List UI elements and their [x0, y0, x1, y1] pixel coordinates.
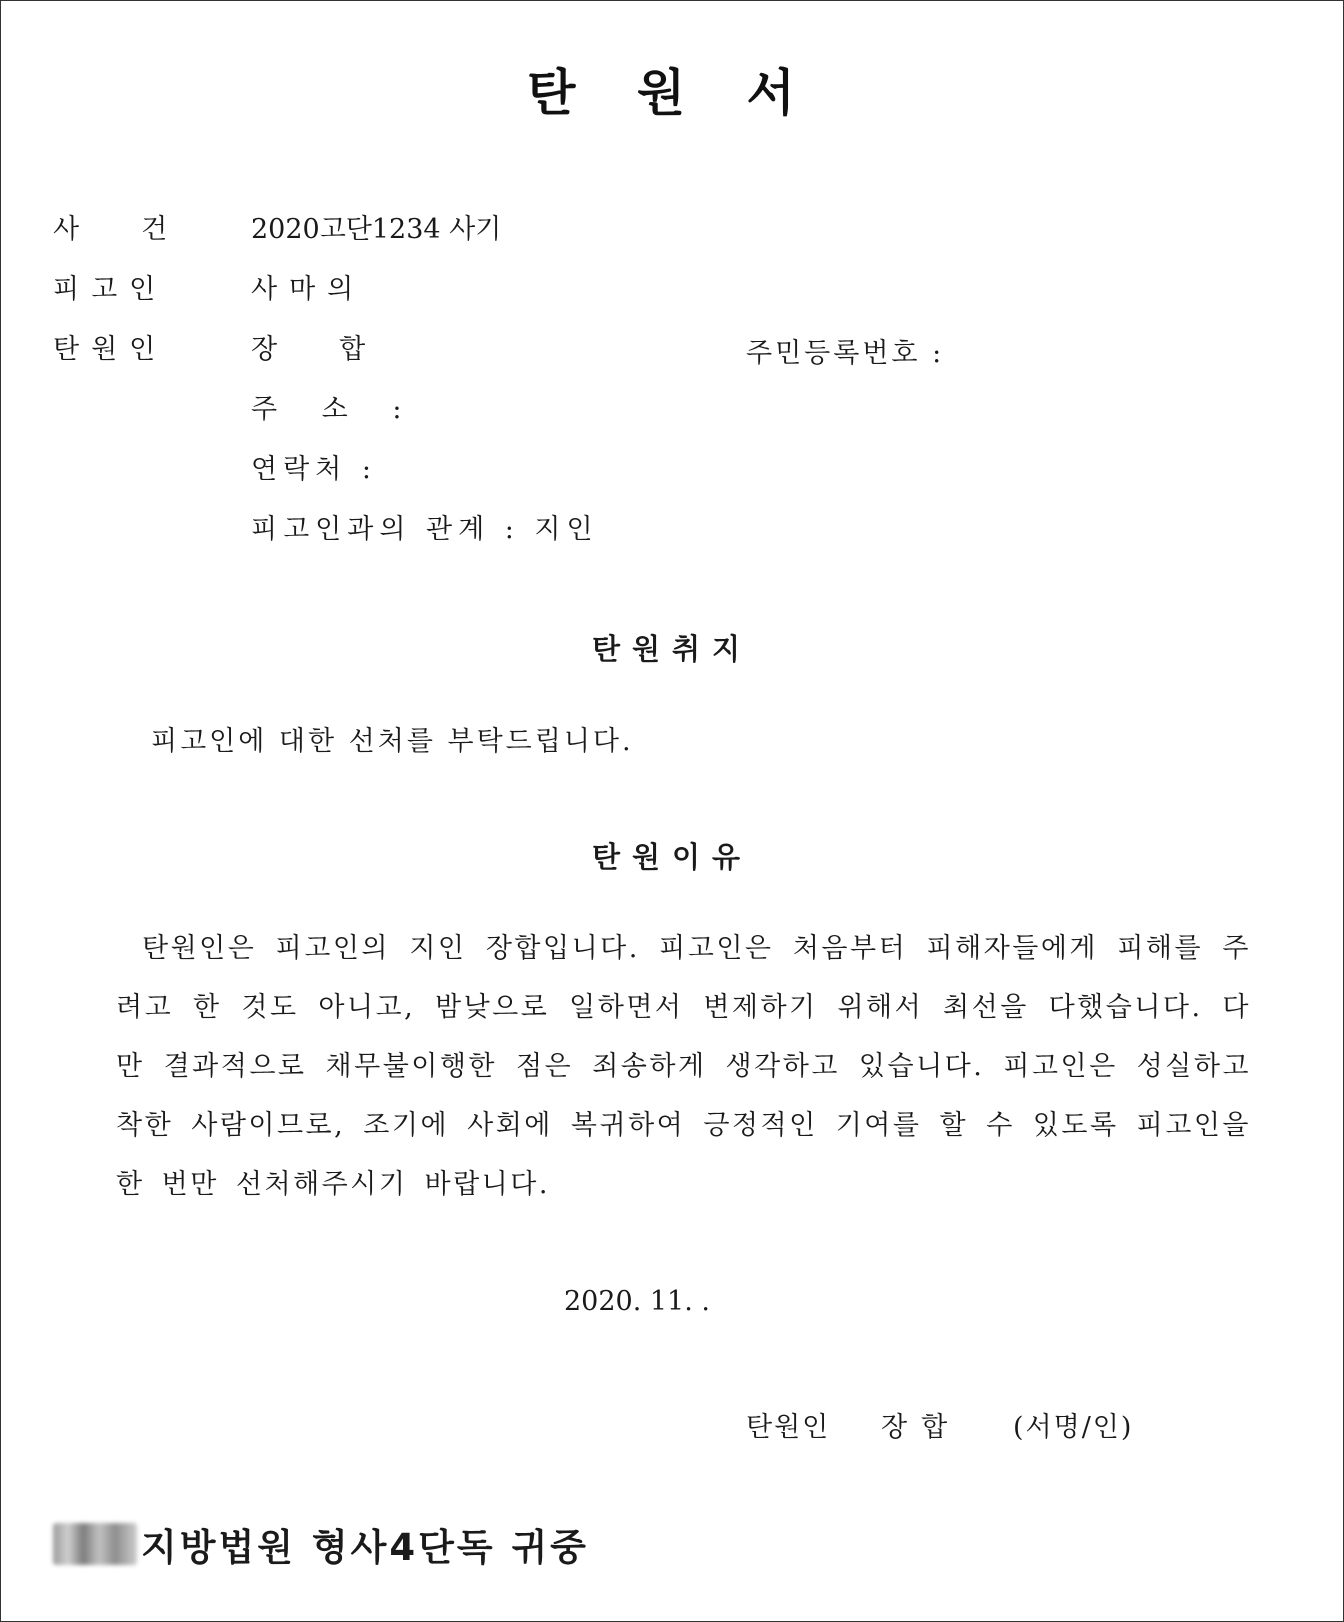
case-value: 2020고단1234 사기 — [251, 214, 502, 245]
petitioner-label: 탄원인 — [53, 334, 168, 365]
address-label: 주 소 : — [251, 394, 420, 425]
defendant-name: 사마의 — [251, 274, 366, 305]
purpose-heading: 탄원취지 — [591, 632, 753, 666]
reason-heading: 탄원이유 — [591, 840, 753, 874]
case-label: 사건 — [53, 214, 230, 245]
contact-label: 연락처 : — [251, 454, 377, 485]
signature-name: 장합 — [881, 1412, 962, 1443]
purpose-text: 피고인에 대한 선처를 부탁드립니다. — [151, 726, 634, 757]
signature-label: 탄원인 — [746, 1412, 831, 1443]
resident-number-label: 주민등록번호 : — [746, 338, 945, 369]
petition-date: 2020. 11. . — [564, 1286, 710, 1317]
court-name: 지방법원 형사4단독 귀중 — [141, 1526, 589, 1569]
court-addressee — [53, 1517, 589, 1571]
redacted-region-mark — [53, 1523, 137, 1565]
signature-note: (서명/인) — [1013, 1412, 1134, 1443]
reason-text: 탄원인은 피고인의 지인 장합입니다. 피고인은 처음부터 피해자들에게 피해를 주려고 한 것도 아니고, 밤낮으로 일하면서 변제하기 위해서 최선을 다했습니다. 다만 결과적으로 채무불이행한 점은 죄송하게 생각하고 있습니다. 피고인은 성실하고 착한 사람이므로, 조기에 사회에 복귀하여 긍정적인 기여를 할 수 있도록 피고인을 한 번만 선처해주시기 바랍니다. — [116, 933, 1251, 1200]
document-title: 탄 원 서 — [527, 64, 817, 122]
petitioner-name: 장합 — [251, 334, 428, 365]
relationship-line: 피고인과의 관계 : 지인 — [251, 514, 599, 545]
defendant-label: 피고인 — [53, 274, 168, 305]
